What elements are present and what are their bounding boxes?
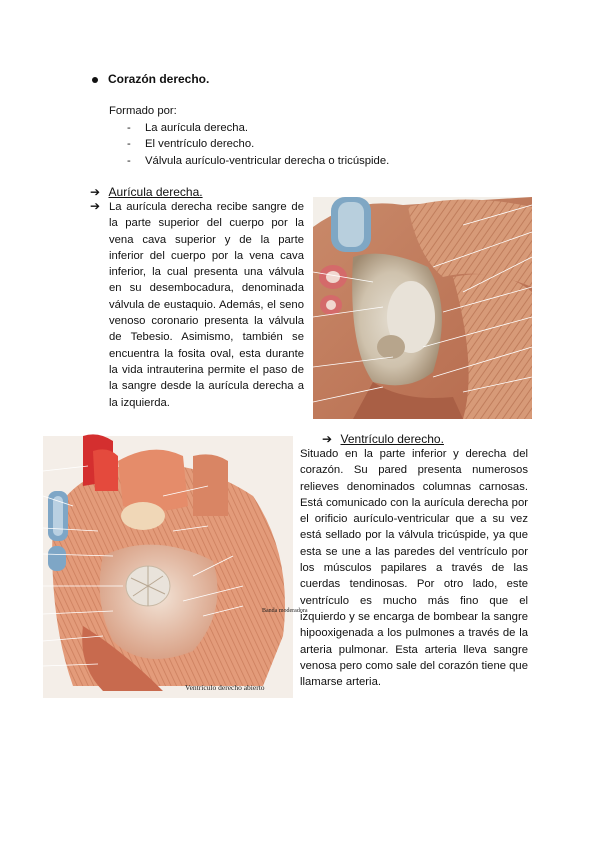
section-title: Corazón derecho.: [108, 72, 210, 86]
ventricle-heading: Ventrículo derecho.: [340, 432, 444, 446]
list-item: - Válvula aurículo-ventricular derecha o tricúspide.: [127, 154, 390, 167]
arrow-right-icon: ➔: [90, 199, 101, 213]
ventricle-paragraph: Situado en la parte inferior y derecha del corazón. Su pared presenta numerosos relieves denominados columnas carnosas. Está comunicado con la aurícula derecha por el orificio aurículo-ventricular que a su vez está sellado por la válvula tricúspide, ya que esta se une a las paredes del ventrículo por los músculos papilares a través de las cuerdas tendinosas. Por otro lado, este ventrículo es mucho más fino que el izquierdo y se encarga de bombear la sangre hipooxigenada a los pulmones a través de la arteria pulmonar. Esta arteria lleva sangre venosa pero como sale del corazón tiene que llamarse arteria.: [300, 448, 528, 689]
figure-caption: Ventrículo derecho abierto: [185, 683, 265, 692]
arrow-right-icon: ➔: [90, 185, 101, 199]
composition-list: [127, 120, 389, 169]
bullet-icon: [92, 77, 98, 83]
list-item: - La aurícula derecha.: [127, 122, 248, 134]
right-ventricle-illustration: [43, 436, 308, 698]
right-atrium-illustration: [313, 197, 532, 419]
label-moderator-band: Banda moderadora: [262, 608, 308, 614]
arrow-right-icon: ➔: [322, 432, 333, 446]
atrium-heading: Aurícula derecha.: [108, 185, 203, 199]
atrium-paragraph: La aurícula derecha recibe sangre de la parte superior del cuerpo por la vena cava superior y de la parte inferior del cuerpo por la vena cava inferior, la cual presenta una válvula en su desembocadura, denominada válvula de eustaquio. Además, el seno venoso coronario presenta la válvula de Tebesio. Asimismo, también se encuentra la fosita oval, esta durante la vida intrauterina permite el paso de la sangre desde la aurícula derecha a la izquierda.: [109, 201, 304, 409]
list-item: - El ventrículo derecho.: [127, 138, 255, 151]
section-title-row: [92, 72, 209, 86]
intro-text: Formado por:: [109, 105, 177, 117]
